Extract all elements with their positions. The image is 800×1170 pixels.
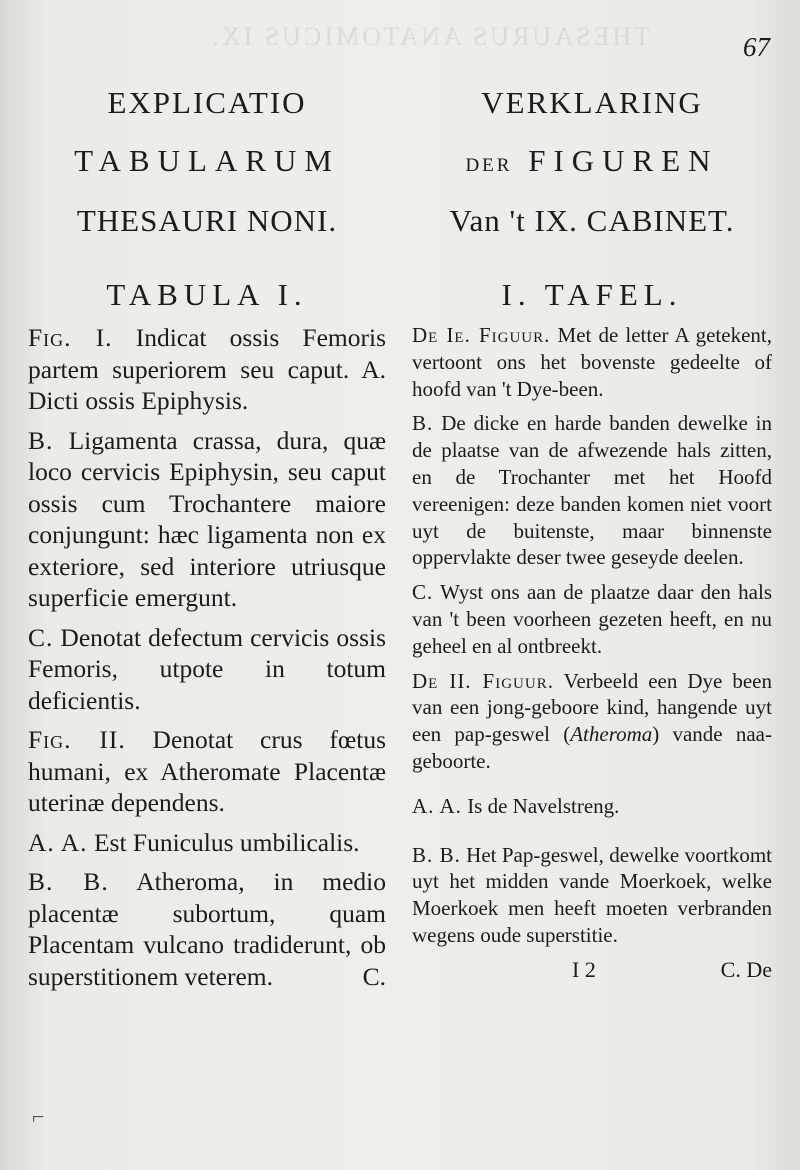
latin-title-line-2: TABULARUM bbox=[74, 143, 340, 178]
latin-paragraph-b bbox=[28, 425, 386, 614]
dutch-title-small-word: DER bbox=[465, 155, 513, 176]
latin-title-line-1: EXPLICATIO bbox=[107, 85, 307, 120]
catchword: C. bbox=[362, 961, 386, 991]
paragraph-label: Fig. II. bbox=[28, 725, 126, 754]
dutch-paragraph-fig2 bbox=[412, 668, 772, 775]
bleed-through-text: THESAURUS ANATOMICUS IX. bbox=[209, 22, 650, 51]
paragraph-text: ) vande naa-geboorte. bbox=[412, 722, 772, 773]
page-number: 67 bbox=[743, 32, 770, 62]
paragraph-label: C. bbox=[28, 622, 54, 652]
paragraph-text: De dicke en harde banden dewelke in de plaatse van de afwezende hals zitten, en de Trochanter met het Hoofd vereenigen: deze banden komen niet voort uyt de buitenste, maar binnenste oppervlakte deser twee geseyde deelen. bbox=[412, 411, 773, 570]
dutch-paragraph-c bbox=[412, 579, 772, 659]
page-footer bbox=[412, 957, 772, 983]
dutch-paragraph-fig1 bbox=[412, 322, 772, 402]
paragraph-italic-term: Atheroma bbox=[570, 722, 653, 747]
dutch-title-line-2 bbox=[412, 138, 772, 194]
latin-paragraph-fig2 bbox=[28, 724, 386, 819]
paragraph-label: De Ie. Figuur. bbox=[412, 323, 551, 347]
dutch-section-heading: I. TAFEL. bbox=[501, 277, 683, 312]
paragraph-text: Met de letter A getekent, vertoont ons het bovenste gedeelte of hoofd van 't Dye-been. bbox=[412, 323, 772, 401]
latin-paragraph-bb bbox=[28, 866, 386, 992]
dutch-paragraph-aa bbox=[412, 793, 772, 820]
dutch-title-line-3: Van 't IX. CABINET. bbox=[449, 203, 735, 238]
paragraph-text: Atheroma, in medio placentæ subortum, quam Placentam vulcano tradiderunt, ob superstitionem veterem. bbox=[28, 867, 386, 991]
dutch-column bbox=[412, 82, 772, 983]
paragraph-label: Fig. I. bbox=[28, 323, 113, 352]
paragraph-label: C. bbox=[412, 580, 434, 605]
paragraph-text: Denotat defectum cervicis ossis Femoris, utpote in totum deficientis. bbox=[28, 622, 386, 715]
paragraph-text: Wyst ons aan de plaatze daar den hals van 't been voorheen gezeten heeft, en nu geheel en al ontbreekt. bbox=[412, 580, 773, 658]
dutch-paragraph-b bbox=[412, 410, 772, 571]
latin-paragraph-c bbox=[28, 622, 386, 717]
dutch-paragraph-bb bbox=[412, 842, 772, 949]
paragraph-label: B. bbox=[28, 425, 54, 455]
paragraph-label: B. B. bbox=[412, 842, 461, 867]
latin-paragraph-fig1 bbox=[28, 322, 386, 417]
paragraph-label: A. A. bbox=[412, 793, 462, 818]
dutch-title-line-1: VERKLARING bbox=[481, 85, 703, 120]
bracket-mark: ⌐ bbox=[32, 1104, 45, 1129]
paragraph-text: Est Funiculus umbilicalis. bbox=[93, 827, 360, 857]
latin-paragraph-aa bbox=[28, 827, 386, 859]
paragraph-label: A. A. bbox=[28, 827, 88, 857]
paragraph-text: Verbeeld een Dye been van een jong-geboore kind, hangende uyt een pap-geswel ( bbox=[412, 668, 772, 747]
signature-mark: I 2 bbox=[572, 956, 596, 982]
paragraph-label: B. bbox=[412, 411, 434, 436]
catchword: C. De bbox=[720, 956, 772, 982]
latin-title-line-3: THESAURI NONI. bbox=[76, 203, 338, 238]
paragraph-text: Het Pap-geswel, dewelke voortkomt uyt het midden vande Moerkoek, welke Moerkoek men heeft moeten verbranden wegens oude superstitie. bbox=[412, 842, 772, 947]
paragraph-text: Indicat ossis Femoris partem superiorem seu caput. A. Dicti ossis Epiphysis. bbox=[28, 323, 386, 415]
latin-section-heading: TABULA I. bbox=[106, 277, 308, 312]
paragraph-label: B. B. bbox=[28, 867, 109, 896]
paragraph-text: Denotat crus fœtus humani, ex Atheromate Placentæ uterinæ dependens. bbox=[28, 725, 387, 817]
paragraph-text: Is de Navelstreng. bbox=[467, 793, 620, 818]
paragraph-label: De II. Figuur. bbox=[412, 668, 554, 693]
dutch-title-word: FIGUREN bbox=[528, 143, 719, 178]
paragraph-text: Ligamenta crassa, dura, quæ loco cervicis Epiphysin, seu caput ossis cum Trochantere maiore conjungunt: hæc ligamenta non ex exteriore, sed interiore utriusque superficie emergunt. bbox=[28, 425, 387, 612]
latin-column bbox=[28, 82, 386, 1000]
